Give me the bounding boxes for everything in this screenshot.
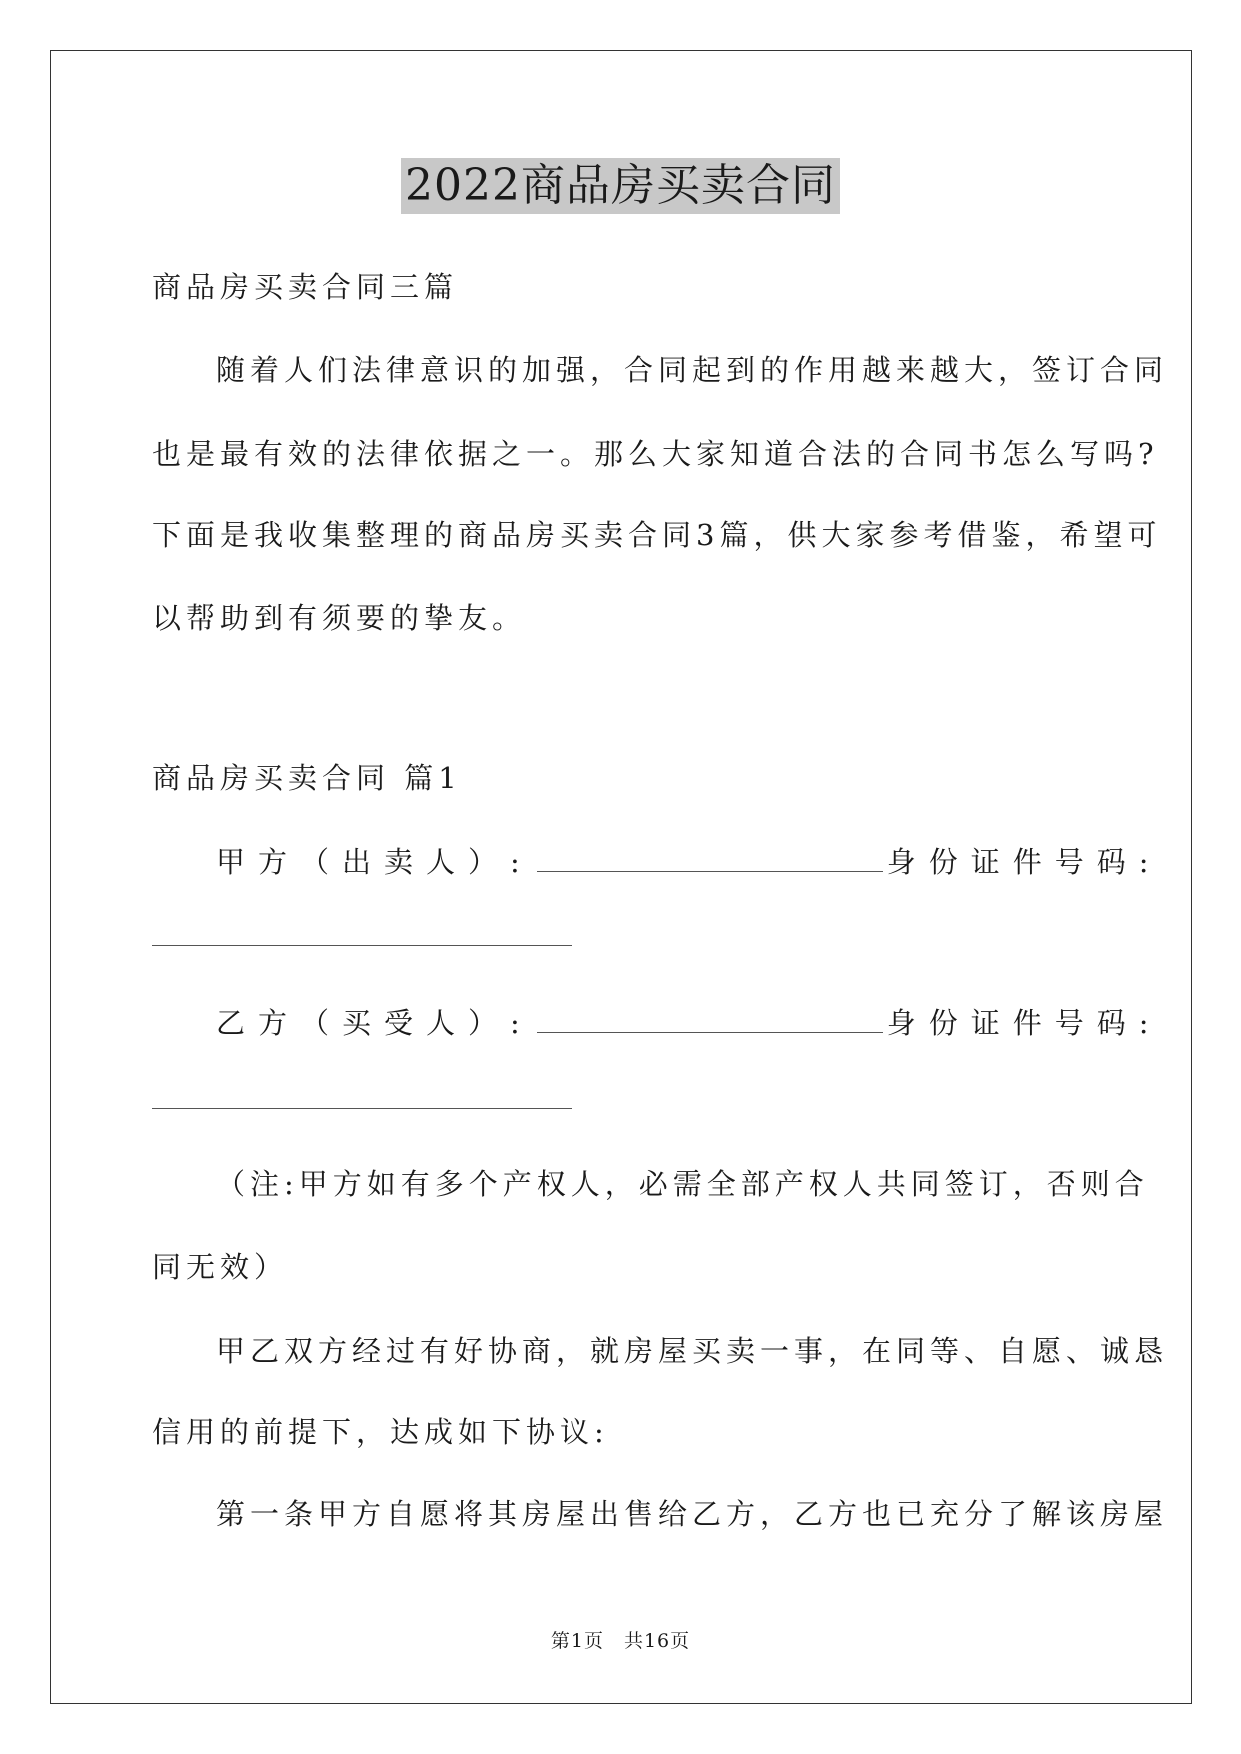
party-a-name-blank[interactable] — [537, 843, 883, 872]
party-a-label: 甲方（出卖人）: — [216, 845, 533, 879]
agreement-line-2: 信用的前提下，达成如下协议: — [152, 1415, 609, 1449]
intro-line-2: 也是最有效的法律依据之一。那么大家知道合法的合同书怎么写吗? — [152, 437, 1159, 471]
party-b-id-blank[interactable] — [152, 1108, 572, 1109]
page-number: 第1页 共16页 — [550, 1630, 691, 1652]
party-a-id-blank[interactable] — [152, 945, 572, 946]
intro-line-4: 以帮助到有须要的挚友。 — [152, 601, 527, 635]
note-line-2: 同无效） — [152, 1250, 289, 1284]
note-line-1: （注:甲方如有多个产权人，必需全部产权人共同签订，否则合 — [216, 1167, 1149, 1201]
section-heading: 商品房买卖合同 篇1 — [152, 761, 462, 795]
agreement-line-1: 甲乙双方经过有好协商，就房屋买卖一事，在同等、自愿、诚恳 — [216, 1334, 1169, 1368]
intro-line-1: 随着人们法律意识的加强，合同起到的作用越来越大，签订合同 — [216, 353, 1169, 387]
article-1-line: 第一条甲方自愿将其房屋出售给乙方，乙方也已充分了解该房屋 — [216, 1497, 1169, 1531]
party-b-name-blank[interactable] — [537, 1004, 883, 1033]
party-b-line — [216, 1004, 1162, 1040]
party-a-line — [216, 843, 1162, 879]
document-subtitle: 商品房买卖合同三篇 — [152, 270, 459, 304]
party-b-label: 乙方（买受人）: — [216, 1006, 533, 1040]
document-title: 2022商品房买卖合同 — [401, 158, 840, 214]
party-b-id-label: 身份证件号码: — [886, 1006, 1162, 1040]
party-a-id-label: 身份证件号码: — [886, 845, 1162, 879]
intro-line-3: 下面是我收集整理的商品房买卖合同3篇，供大家参考借鉴，希望可 — [152, 518, 1162, 552]
